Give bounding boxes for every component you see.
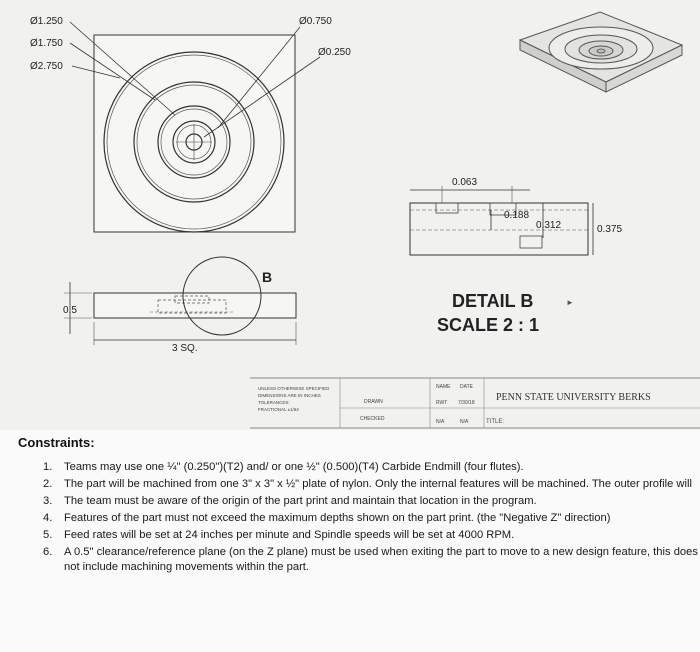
dim-0188: 0.188 bbox=[504, 210, 530, 221]
detail-callout-b: B bbox=[262, 269, 273, 285]
checked-label: CHECKED bbox=[360, 416, 385, 422]
title-label: TITLE: bbox=[486, 419, 505, 425]
dim-label-0250: Ø0.250 bbox=[318, 47, 351, 58]
detail-scale: SCALE 2 : 1 bbox=[437, 315, 540, 335]
constraint-item bbox=[0, 494, 700, 509]
isometric-view bbox=[520, 12, 682, 92]
front-view bbox=[63, 257, 296, 354]
detail-b-view bbox=[410, 177, 622, 335]
constraint-text: The team must be aware of the origin of the part print and maintain that location in the program. bbox=[64, 495, 537, 508]
general-note-3: TOLERANCES: bbox=[258, 400, 290, 405]
dim-3sq: 3 SQ. bbox=[172, 343, 198, 354]
company-name: PENN STATE UNIVERSITY BERKS bbox=[496, 392, 651, 403]
dim-0312: 0.312 bbox=[536, 220, 562, 231]
constraint-number: 4. bbox=[43, 512, 53, 525]
detail-title: DETAIL B bbox=[452, 291, 534, 311]
general-note-4: FRACTIONAL ±1/64 bbox=[258, 407, 299, 412]
constraint-number: 6. bbox=[43, 546, 53, 559]
constraint-number: 5. bbox=[43, 529, 53, 542]
dim-label-0750: Ø0.750 bbox=[299, 16, 332, 27]
constraints-list bbox=[0, 460, 700, 577]
na-value-2: N/A bbox=[460, 419, 469, 425]
title-block bbox=[250, 378, 700, 428]
constraint-number: 2. bbox=[43, 478, 53, 491]
top-view bbox=[30, 16, 351, 232]
dim-0063: 0.063 bbox=[452, 177, 478, 188]
dim-0375: 0.375 bbox=[597, 224, 623, 235]
constraint-text: A 0.5" clearance/reference plane (on the Z plane) must be used when exiting the part to move to a new design feature, this does not include machining movements within the part. bbox=[64, 546, 698, 574]
constraint-number: 3. bbox=[43, 495, 53, 508]
dim-label-1250: Ø1.250 bbox=[30, 16, 63, 27]
constraint-item bbox=[0, 477, 700, 492]
detail-outline bbox=[410, 203, 588, 255]
plate-outline-front bbox=[94, 293, 296, 318]
name-header: NAME bbox=[436, 384, 451, 390]
constraint-item bbox=[0, 545, 700, 574]
na-value-1: N/A bbox=[436, 419, 445, 425]
drawn-label: DRAWN bbox=[364, 399, 383, 405]
constraint-text: The part will be machined from one 3" x 3" x ½" plate of nylon. Only the internal features will be machined. The outer profile will bbox=[64, 478, 692, 491]
detail-arrow-icon: ► bbox=[566, 298, 574, 307]
date-value: 7/30/18 bbox=[458, 400, 475, 406]
constraints-section bbox=[0, 430, 700, 652]
constraint-text: Features of the part must not exceed the maximum depths shown on the part print. (the "Negative Z" direction) bbox=[64, 512, 611, 525]
general-note-2: DIMENSIONS ARE IN INCHES bbox=[258, 393, 321, 398]
constraint-text: Feed rates will be set at 24 inches per minute and Spindle speeds will be set at 4000 RPM. bbox=[64, 529, 515, 542]
date-header: DATE bbox=[460, 384, 473, 390]
constraint-text: Teams may use one ¼" (0.250")(T2) and/ or one ½" (0.500)(T4) Carbide Endmill (four flutes). bbox=[64, 461, 524, 473]
dim-height-05: 0.5 bbox=[63, 305, 77, 316]
constraint-item bbox=[0, 528, 700, 543]
general-note-1: UNLESS OTHERWISE SPECIFIED bbox=[258, 386, 330, 391]
dim-label-2750: Ø2.750 bbox=[30, 61, 63, 72]
dim-label-1750: Ø1.750 bbox=[30, 38, 63, 49]
constraints-title: Constraints: bbox=[18, 435, 95, 450]
name-value: RWT bbox=[436, 400, 448, 406]
constraint-item bbox=[0, 460, 700, 475]
constraint-number: 1. bbox=[43, 461, 53, 473]
constraint-item bbox=[0, 511, 700, 526]
